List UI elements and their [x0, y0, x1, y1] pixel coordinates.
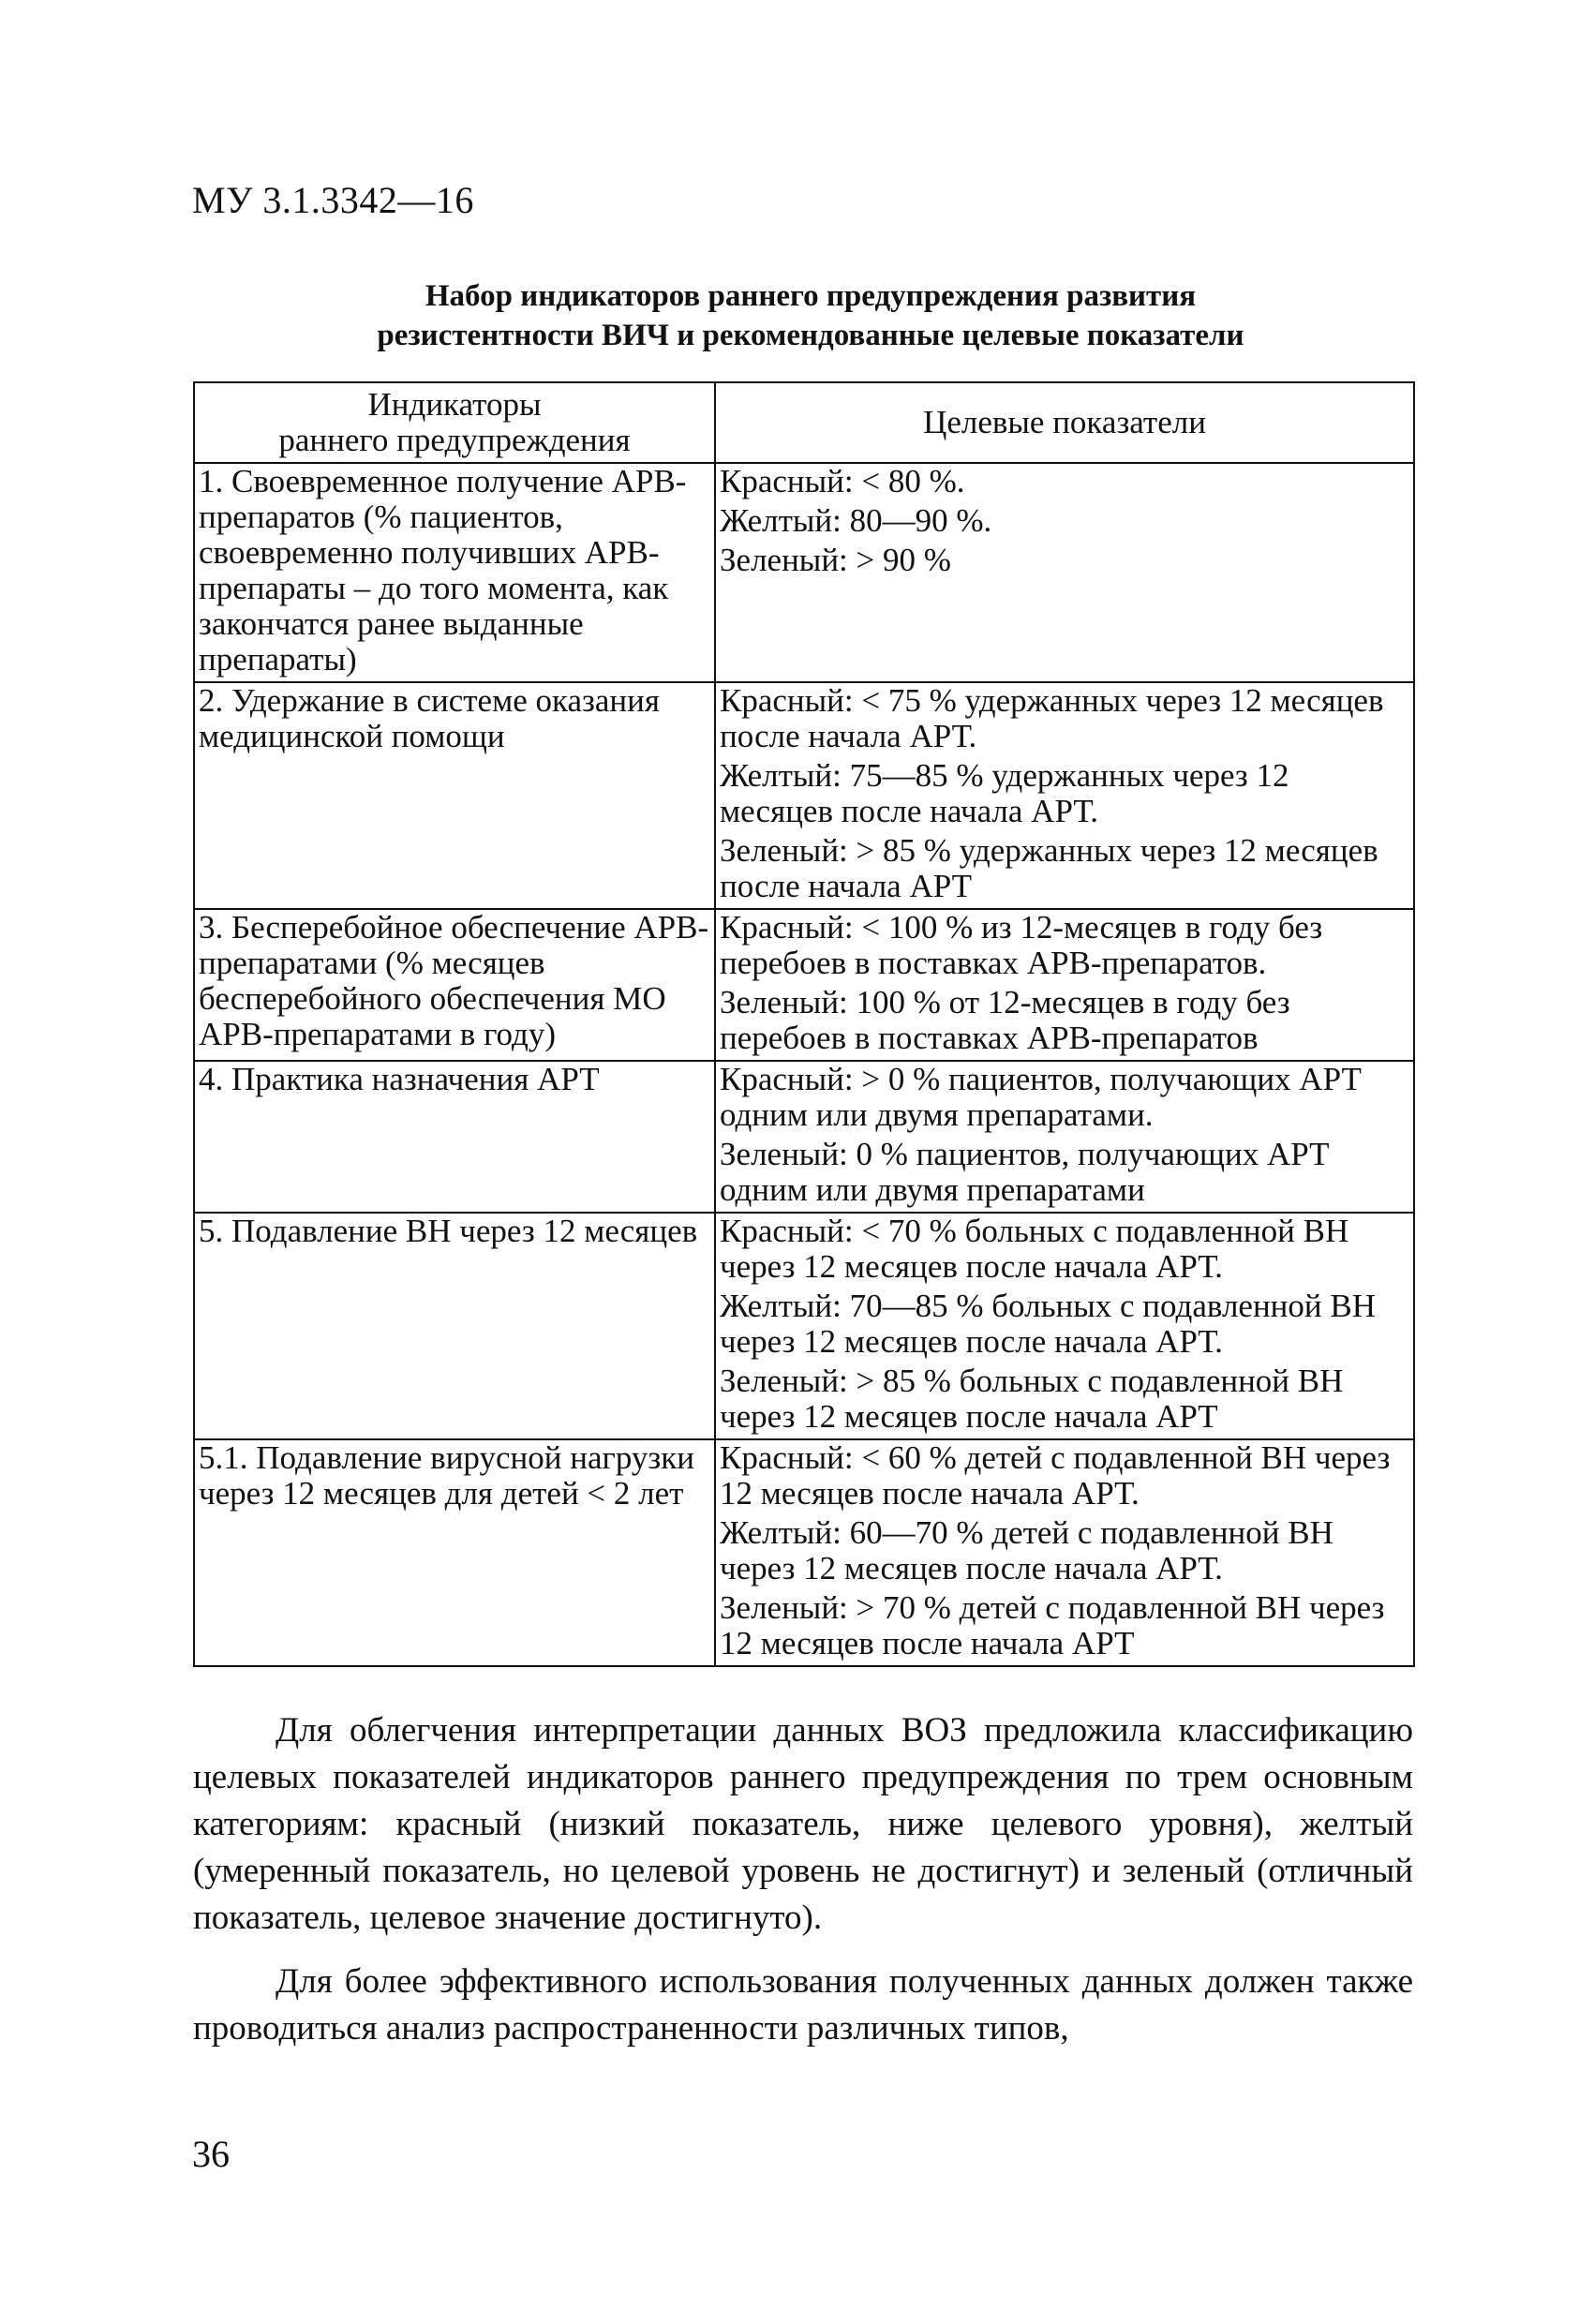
table-header-row [194, 382, 1414, 463]
indicator-cell: 1. Своевременное получение АРВ-препаратов (% пациентов, своевременно получивших АРВ-препараты – до того момента, как закончатся ранее выданные препараты) [194, 463, 715, 682]
table-row [194, 1061, 1414, 1213]
targets-cell [715, 682, 1414, 909]
target-yellow: Желтый: 80—90 %. [720, 502, 992, 539]
target-green: Зеленый: > 70 % детей с подавленной ВН через 12 месяцев после начала АРТ [720, 1589, 1385, 1661]
table-row [194, 1439, 1414, 1666]
body-text-continued [193, 1959, 1413, 2052]
document-code: МУ 3.1.3342—16 [192, 179, 474, 221]
indicator-cell: 3. Бесперебойное обеспечение АРВ-препаратами (% месяцев бесперебойного обеспечения МО АРВ-препаратами в году) [194, 909, 715, 1061]
targets-cell [715, 463, 1414, 682]
target-red: Красный: > 0 % пациентов, получающих АРТ одним или двумя препаратами. [720, 1061, 1362, 1133]
target-green: Зеленый: 0 % пациентов, получающих АРТ одним или двумя препаратами [720, 1136, 1330, 1208]
targets-cell [715, 1061, 1414, 1213]
indicator-cell: 5. Подавление ВН через 12 месяцев [194, 1213, 715, 1439]
target-green: Зеленый: > 85 % больных с подавленной ВН через 12 месяцев после начала АРТ [720, 1363, 1344, 1435]
indicator-cell: 5.1. Подавление вирусной нагрузки через 12 месяцев для детей < 2 лет [194, 1439, 715, 1666]
target-green: Зеленый: > 85 % удержанных через 12 месяцев после начала АРТ [720, 832, 1378, 904]
header-indicators-line-1: Индикаторы [367, 386, 542, 423]
table-row [194, 1213, 1414, 1439]
table-row [194, 463, 1414, 682]
targets-cell [715, 1213, 1414, 1439]
header-targets: Целевые показатели [715, 382, 1414, 463]
table-title-line-2: резистентности ВИЧ и рекомендованные целевые показатели [377, 319, 1244, 352]
indicator-cell: 4. Практика назначения АРТ [194, 1061, 715, 1213]
table-row [194, 682, 1414, 909]
table-row [194, 909, 1414, 1061]
header-indicators-line-2: раннего предупреждения [278, 422, 631, 458]
paragraph-analysis: Для более эффективного использования полученных данных должен также проводиться анализ распространенности различных типов, [193, 1962, 1413, 2048]
table-title [187, 276, 1434, 355]
header-indicators [194, 382, 715, 463]
target-red: Красный: < 75 % удержанных через 12 месяцев после начала АРТ. [720, 682, 1384, 754]
target-green: Зеленый: > 90 % [720, 542, 951, 578]
targets-cell [715, 1439, 1414, 1666]
target-red: Красный: < 100 % из 12-месяцев в году без перебоев в поставках АРВ-препаратов. [720, 909, 1323, 981]
targets-cell [715, 909, 1414, 1061]
indicator-cell: 2. Удержание в системе оказания медицинской помощи [194, 682, 715, 909]
table-title-line-1: Набор индикаторов раннего предупреждения развития [425, 279, 1197, 313]
target-red: Красный: < 80 %. [720, 463, 965, 499]
page-number: 36 [192, 2133, 230, 2175]
paragraph-classification: Для облегчения интерпретации данных ВОЗ предложила классификацию целевых показателей индикаторов раннего предупреждения по трем основным категориям: красный (низкий показатель, ниже целевого уровня), желтый (умеренный показатель, но целевой уровень не достигнут) и зеленый (отличный показатель, целевое значение достигнуто). [193, 1711, 1413, 1937]
target-red: Красный: < 60 % детей с подавленной ВН через 12 месяцев после начала АРТ. [720, 1439, 1391, 1512]
indicators-table [193, 381, 1415, 1667]
target-yellow: Желтый: 75—85 % удержанных через 12 месяцев после начала АРТ. [720, 757, 1289, 829]
target-yellow: Желтый: 70—85 % больных с подавленной ВН через 12 месяцев после начала АРТ. [720, 1288, 1376, 1360]
body-text [193, 1707, 1413, 1942]
target-red: Красный: < 70 % больных с подавленной ВН через 12 месяцев после начала АРТ. [720, 1213, 1349, 1285]
target-green: Зеленый: 100 % от 12-месяцев в году без перебоев в поставках АРВ-препаратов [720, 984, 1290, 1056]
target-yellow: Желтый: 60—70 % детей с подавленной ВН через 12 месяцев после начала АРТ. [720, 1514, 1333, 1587]
